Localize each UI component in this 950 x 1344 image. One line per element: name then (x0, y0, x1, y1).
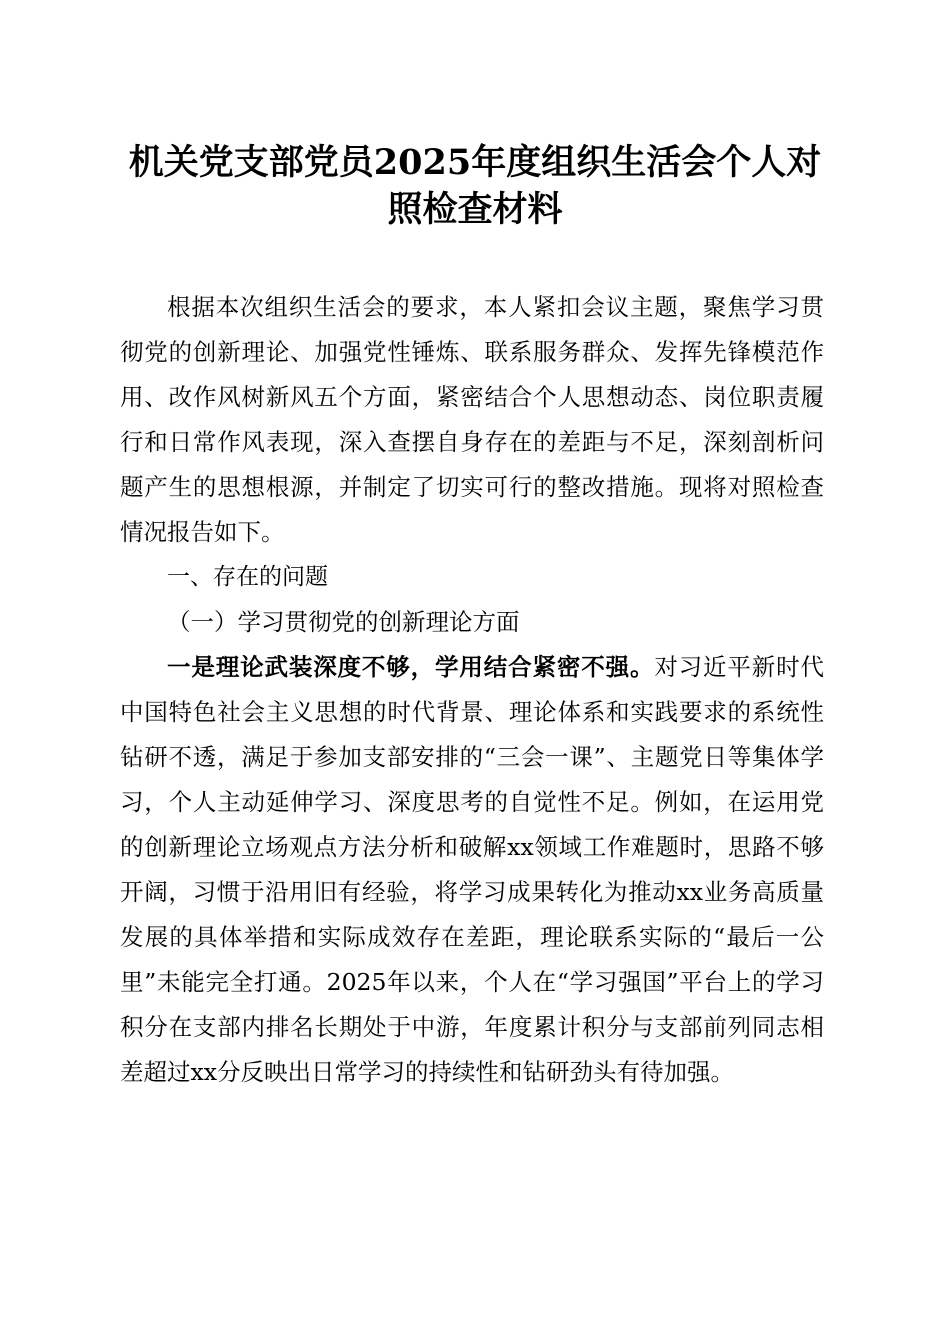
point-1-lead: 一是理论武装深度不够，学用结合紧密不强。 (167, 653, 655, 681)
subsection-heading-theory: （一）学习贯彻党的创新理论方面 (167, 608, 520, 636)
intro-paragraph: 根据本次组织生活会的要求，本人紧扣会议主题，聚焦学习贯彻党的创新理论、加强党性锤炼、联系服务群众、发挥先锋模范作用、改作风树新风五个方面，紧密结合个人思想动态、岗位职责履行和日常作风表现，深入查摆自身存在的差距与不足，深刻剖析问题产生的思想根源，并制定了切实可行的整改措施。现将对照检查情况报告如下。 (120, 293, 824, 546)
document-body (120, 285, 824, 1095)
document-title-line-1: 机关党支部党员2025年度组织生活会个人对 (128, 142, 822, 183)
point-1-paragraph (120, 645, 824, 1095)
point-1-body: 对习近平新时代中国特色社会主义思想的时代背景、理论体系和实践要求的系统性钻研不透，满足于参加支部安排的“三会一课”、主题党日等集体学习，个人主动延伸学习、深度思考的自觉性不足。例如，在运用党的创新理论立场观点方法分析和破解xx领域工作难题时，思路不够开阔，习惯于沿用旧有经验，将学习成果转化为推动xx业务高质量发展的具体举措和实际成效存在差距，理论联系实际的“最后一公里”未能完全打通。2025年以来，个人在“学习强国”平台上的学习积分在支部内排名长期处于中游，年度累计积分与支部前列同志相差超过xx分反映出日常学习的持续性和钻研劲头有待加强。 (120, 653, 825, 1086)
document-title-line-2: 照检查材料 (387, 189, 563, 230)
section-heading-problems: 一、存在的问题 (167, 564, 328, 590)
